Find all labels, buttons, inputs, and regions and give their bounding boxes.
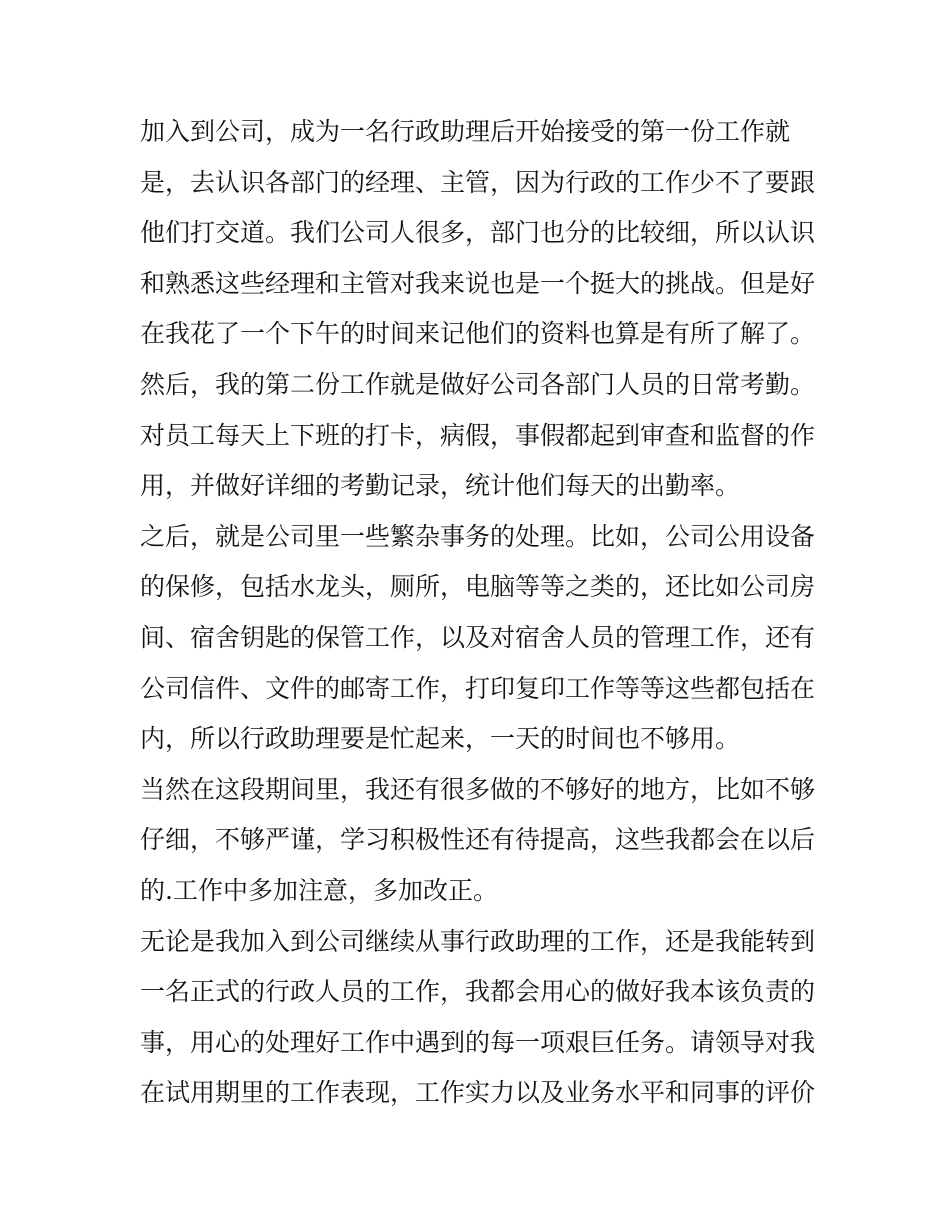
text-line: 一名正式的行政人员的工作，我都会用心的做好我本该负责的 xyxy=(140,977,816,1007)
body-text xyxy=(140,107,820,1119)
text-line: 对员工每天上下班的打卡，病假，事假都起到审查和监督的作 xyxy=(140,420,816,450)
text-line: 和熟悉这些经理和主管对我来说也是一个挺大的挑战。但是好 xyxy=(140,268,816,298)
text-line: 的.工作中多加注意，多加改正。 xyxy=(140,875,498,905)
text-line: 事，用心的处理好工作中遇到的每一项艰巨任务。请领导对我 xyxy=(140,1027,816,1057)
text-line: 然后，我的第二份工作就是做好公司各部门人员的日常考勤。 xyxy=(140,369,816,399)
text-line: 公司信件、文件的邮寄工作，打印复印工作等等这些都包括在 xyxy=(140,673,816,703)
text-line: 他们打交道。我们公司人很多，部门也分的比较细，所以认识 xyxy=(140,218,816,248)
text-line: 是，去认识各部门的经理、主管，因为行政的工作少不了要跟 xyxy=(140,167,816,197)
text-line: 的保修，包括水龙头，厕所，电脑等等之类的，还比如公司房 xyxy=(140,572,816,602)
text-line: 用，并做好详细的考勤记录，统计他们每天的出勤率。 xyxy=(140,471,741,501)
text-line: 间、宿舍钥匙的保管工作，以及对宿舍人员的管理工作，还有 xyxy=(140,622,816,652)
text-line: 当然在这段期间里，我还有很多做的不够好的地方，比如不够 xyxy=(140,774,816,804)
text-line: 内，所以行政助理要是忙起来，一天的时间也不够用。 xyxy=(140,724,741,754)
text-line: 无论是我加入到公司继续从事行政助理的工作，还是我能转到 xyxy=(140,926,816,956)
text-line: 在试用期里的工作表现，工作实力以及业务水平和同事的评价 xyxy=(140,1078,816,1108)
text-line: 加入到公司，成为一名行政助理后开始接受的第一份工作就 xyxy=(140,117,791,146)
text-line: 在我花了一个下午的时间来记他们的资料也算是有所了解了。 xyxy=(140,319,816,349)
text-line: 之后，就是公司里一些繁杂事务的处理。比如，公司公用设备 xyxy=(140,521,816,551)
text-line: 仔细，不够严谨，学习积极性还有待提高，这些我都会在以后 xyxy=(140,825,816,855)
